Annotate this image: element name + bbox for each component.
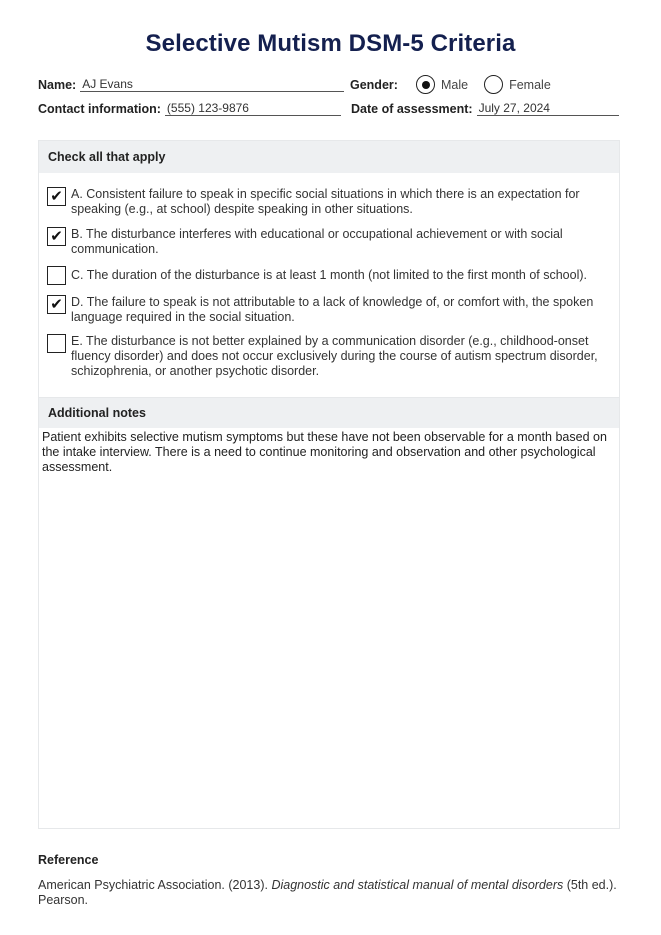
- name-field: [38, 78, 344, 92]
- contact-field: [38, 102, 341, 116]
- criterion-c-checkbox[interactable]: [47, 266, 66, 285]
- notes-textarea[interactable]: Patient exhibits selective mutism symptoms but these have not been observable for a month based on the intake interview. There is a need to continue monitoring and observation and other psychological assessment.: [42, 430, 607, 474]
- contact-input[interactable]: (555) 123-9876: [165, 102, 341, 116]
- criterion-e: [47, 334, 617, 379]
- reference-heading: Reference: [38, 853, 99, 867]
- criterion-b: [47, 227, 617, 257]
- reference-suffix: (5th ed.). Pearson.: [38, 878, 617, 907]
- checkmark-icon: ✔: [50, 228, 63, 245]
- criterion-d-text: D. The failure to speak is not attributable to a lack of knowledge of, or comfort with, the spoken language required in the social situation.: [71, 295, 594, 324]
- criterion-b-text: B. The disturbance interferes with educational or occupational achievement or with social communication.: [71, 227, 563, 256]
- checkmark-icon: ✔: [50, 188, 63, 205]
- criterion-a: [47, 187, 617, 217]
- gender-male-label: Male: [441, 77, 469, 92]
- radio-selected-dot-icon: [422, 81, 430, 89]
- checkmark-icon: ✔: [50, 296, 63, 313]
- name-input[interactable]: AJ Evans: [80, 78, 344, 92]
- criterion-c: [47, 266, 617, 285]
- notes-heading: Additional notes: [39, 398, 619, 428]
- gender-radio-group: [416, 75, 567, 94]
- reference-title: Diagnostic and statistical manual of mental disorders: [271, 878, 564, 892]
- criterion-b-checkbox[interactable]: [47, 227, 66, 246]
- criterion-a-text: A. Consistent failure to speak in specific social situations in which there is an expectation for speaking (e.g., at school) despite speaking in other situations.: [71, 187, 580, 216]
- contact-label: Contact information:: [38, 102, 161, 116]
- page-title: Selective Mutism DSM-5 Criteria: [145, 30, 516, 57]
- criterion-d: [47, 295, 617, 325]
- gender-field: [350, 78, 398, 92]
- criteria-heading: Check all that apply: [39, 141, 619, 173]
- criterion-d-checkbox[interactable]: [47, 295, 66, 314]
- criterion-c-text: C. The duration of the disturbance is at least 1 month (not limited to the first month of school).: [71, 268, 588, 282]
- criterion-e-checkbox[interactable]: [47, 334, 66, 353]
- date-field: [351, 102, 619, 116]
- criterion-e-text: E. The disturbance is not better explained by a communication disorder (e.g., childhood-onset fluency disorder) and does not occur exclusively during the course of autism spectrum disorder, schizophrenia, or another psychotic disorder.: [71, 334, 598, 378]
- date-input[interactable]: July 27, 2024: [477, 102, 619, 116]
- reference-prefix: American Psychiatric Association. (2013).: [38, 878, 272, 892]
- gender-female-label: Female: [509, 77, 551, 92]
- name-label: Name:: [38, 78, 77, 92]
- gender-male-radio[interactable]: [416, 75, 435, 94]
- gender-label: Gender:: [350, 78, 398, 92]
- date-label: Date of assessment:: [351, 102, 473, 116]
- criterion-a-checkbox[interactable]: [47, 187, 66, 206]
- gender-female-radio[interactable]: [484, 75, 503, 94]
- reference-citation: [38, 878, 618, 908]
